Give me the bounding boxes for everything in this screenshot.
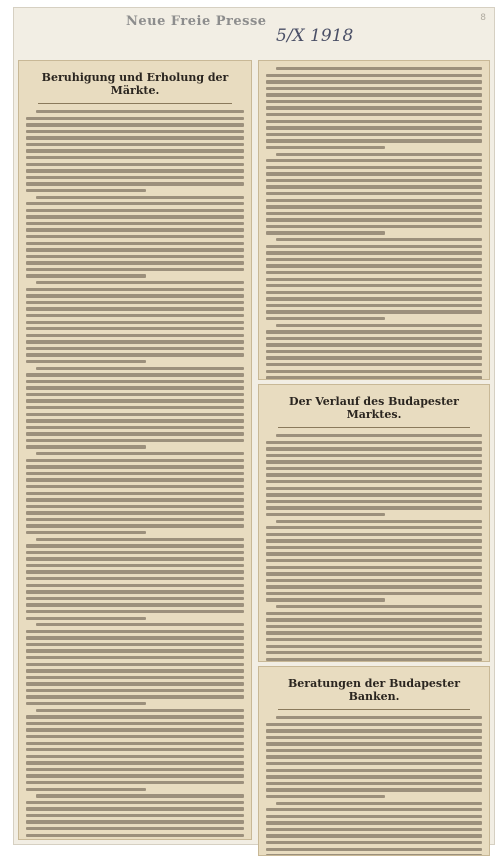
- text-line: [266, 788, 482, 791]
- text-line: [266, 539, 482, 542]
- text-line: [266, 795, 385, 798]
- text-line: [266, 645, 482, 648]
- text-line: [26, 353, 244, 356]
- text-line: [266, 80, 482, 83]
- text-line: [266, 166, 482, 169]
- article-clipping: [18, 60, 252, 840]
- text-line: [266, 330, 482, 333]
- text-line: [266, 736, 482, 739]
- handwritten-date: 5/X 1918: [276, 26, 354, 46]
- text-line: [266, 598, 385, 601]
- text-line: [26, 261, 244, 264]
- text-line: [26, 485, 244, 488]
- text-line: [26, 735, 244, 738]
- text-line: [266, 848, 482, 851]
- text-line: [26, 544, 244, 547]
- text-line: [26, 406, 244, 409]
- text-line: [266, 552, 482, 555]
- text-line: [26, 676, 244, 679]
- text-line: [266, 192, 482, 195]
- text-line: [26, 215, 244, 218]
- text-line: [26, 636, 244, 639]
- text-line: [26, 781, 244, 784]
- text-line: [26, 820, 244, 823]
- text-line: [266, 592, 482, 595]
- text-line: [266, 651, 482, 654]
- article-title: Der Verlauf des Budapester Marktes.: [289, 395, 459, 421]
- text-line: [26, 393, 244, 396]
- text-line: [276, 238, 482, 241]
- text-line: [26, 524, 244, 527]
- text-line: [26, 774, 244, 777]
- title-rule: [278, 427, 470, 428]
- text-line: [266, 742, 482, 745]
- text-line: [26, 551, 244, 554]
- text-line: [266, 487, 482, 490]
- text-line: [26, 445, 146, 448]
- text-line: [26, 222, 244, 225]
- text-line: [266, 218, 482, 221]
- text-line: [266, 113, 482, 116]
- text-line: [26, 202, 244, 205]
- text-line: [266, 370, 482, 373]
- text-line: [26, 347, 244, 350]
- text-line: [266, 467, 482, 470]
- text-line: [26, 169, 244, 172]
- text-line: [266, 618, 482, 621]
- text-line: [26, 590, 244, 593]
- text-line: [266, 513, 385, 516]
- text-line: [26, 386, 244, 389]
- text-line: [26, 360, 146, 363]
- text-line: [266, 500, 482, 503]
- text-line: [26, 189, 146, 192]
- text-line: [26, 577, 244, 580]
- text-line: [266, 828, 482, 831]
- title-rule: [278, 709, 470, 710]
- text-line: [26, 610, 244, 613]
- text-line: [276, 434, 482, 437]
- text-line: [266, 480, 482, 483]
- text-line: [266, 729, 482, 732]
- text-line: [26, 742, 244, 745]
- text-line: [266, 566, 482, 569]
- text-line: [266, 572, 482, 575]
- text-line: [26, 399, 244, 402]
- text-line: [36, 452, 244, 455]
- text-line: [266, 579, 482, 582]
- text-line: [36, 196, 244, 199]
- text-line: [266, 473, 482, 476]
- text-line: [266, 749, 482, 752]
- text-line: [26, 689, 244, 692]
- text-line: [266, 625, 482, 628]
- text-line: [26, 373, 244, 376]
- text-line: [266, 310, 482, 313]
- text-line: [26, 531, 146, 534]
- text-line: [266, 808, 482, 811]
- text-line: [266, 106, 482, 109]
- text-line: [26, 768, 244, 771]
- title-rule: [38, 103, 232, 104]
- text-line: [266, 172, 482, 175]
- text-line: [266, 546, 482, 549]
- text-line: [36, 538, 244, 541]
- text-line: [266, 264, 482, 267]
- text-line: [266, 841, 482, 844]
- text-line: [36, 281, 244, 284]
- text-line: [26, 492, 244, 495]
- text-line: [266, 74, 482, 77]
- text-line: [26, 274, 146, 277]
- text-line: [266, 775, 482, 778]
- article-body: [266, 716, 482, 856]
- text-line: [26, 459, 244, 462]
- text-line: [26, 564, 244, 567]
- text-line: [26, 643, 244, 646]
- text-line: [266, 782, 482, 785]
- article-clipping: [258, 666, 490, 856]
- text-line: [266, 658, 482, 661]
- text-line: [266, 356, 482, 359]
- text-line: [266, 723, 482, 726]
- text-line: [26, 557, 244, 560]
- text-line: [26, 801, 244, 804]
- text-line: [26, 511, 244, 514]
- article-continuation: [258, 60, 490, 380]
- text-line: [266, 363, 482, 366]
- text-line: [26, 117, 244, 120]
- text-line: [266, 100, 482, 103]
- masthead: Neue Freie Presse: [126, 14, 267, 29]
- text-line: [266, 769, 482, 772]
- text-line: [266, 133, 482, 136]
- text-line: [266, 297, 482, 300]
- text-line: [266, 559, 482, 562]
- text-line: [26, 695, 244, 698]
- text-line: [26, 570, 244, 573]
- text-line: [26, 228, 244, 231]
- text-line: [266, 245, 482, 248]
- text-line: [26, 498, 244, 501]
- text-line: [26, 649, 244, 652]
- text-line: [266, 755, 482, 758]
- text-line: [26, 242, 244, 245]
- text-line: [26, 268, 244, 271]
- text-line: [26, 327, 244, 330]
- text-line: [36, 110, 244, 113]
- text-line: [266, 271, 482, 274]
- text-line: [26, 465, 244, 468]
- text-line: [266, 258, 482, 261]
- text-line: [26, 255, 244, 258]
- text-line: [26, 123, 244, 126]
- text-line: [26, 702, 146, 705]
- text-line: [36, 794, 244, 797]
- text-line: [26, 788, 146, 791]
- article-title: Beratungen der Budapester Banken.: [288, 677, 460, 703]
- text-line: [26, 834, 244, 837]
- article-body: [266, 67, 482, 380]
- text-line: [276, 605, 482, 608]
- text-line: [26, 669, 244, 672]
- text-line: [26, 143, 244, 146]
- text-line: [266, 762, 482, 765]
- text-line: [266, 585, 482, 588]
- text-line: [266, 454, 482, 457]
- text-line: [266, 350, 482, 353]
- text-line: [26, 617, 146, 620]
- text-line: [266, 376, 482, 379]
- text-line: [26, 307, 244, 310]
- text-line: [266, 146, 385, 149]
- text-line: [266, 612, 482, 615]
- text-line: [26, 182, 244, 185]
- text-line: [266, 225, 482, 228]
- text-line: [266, 179, 482, 182]
- article-title: Beruhigung und Erholung der Märkte.: [41, 71, 229, 97]
- text-line: [276, 716, 482, 719]
- text-line: [266, 447, 482, 450]
- text-line: [266, 120, 482, 123]
- article-clipping: [258, 384, 490, 662]
- article-body: [26, 110, 244, 840]
- text-line: [276, 153, 482, 156]
- text-line: [26, 432, 244, 435]
- text-line: [26, 419, 244, 422]
- text-line: [276, 67, 482, 70]
- text-line: [266, 493, 482, 496]
- text-line: [26, 439, 244, 442]
- text-line: [266, 212, 482, 215]
- text-line: [26, 156, 244, 159]
- text-line: [266, 343, 482, 346]
- article-body: [266, 434, 482, 662]
- text-line: [266, 460, 482, 463]
- text-line: [26, 630, 244, 633]
- text-line: [266, 638, 482, 641]
- text-line: [266, 834, 482, 837]
- text-line: [266, 185, 482, 188]
- text-line: [26, 603, 244, 606]
- text-line: [26, 715, 244, 718]
- text-line: [26, 136, 244, 139]
- text-line: [26, 380, 244, 383]
- text-line: [26, 597, 244, 600]
- text-line: [266, 506, 482, 509]
- text-line: [26, 728, 244, 731]
- text-line: [266, 284, 482, 287]
- text-line: [266, 278, 482, 281]
- text-line: [266, 815, 482, 818]
- text-line: [26, 248, 244, 251]
- text-line: [266, 304, 482, 307]
- text-line: [36, 367, 244, 370]
- text-line: [26, 761, 244, 764]
- text-line: [266, 199, 482, 202]
- text-line: [266, 159, 482, 162]
- text-line: [26, 314, 244, 317]
- text-line: [266, 126, 482, 129]
- text-line: [266, 87, 482, 90]
- text-line: [266, 93, 482, 96]
- text-line: [26, 682, 244, 685]
- text-line: [26, 755, 244, 758]
- text-line: [266, 231, 385, 234]
- text-line: [26, 301, 244, 304]
- text-line: [26, 413, 244, 416]
- page-mark: 8: [480, 13, 486, 23]
- text-line: [266, 337, 482, 340]
- text-line: [36, 623, 244, 626]
- text-line: [26, 518, 244, 521]
- text-line: [266, 317, 385, 320]
- text-line: [26, 814, 244, 817]
- text-line: [26, 340, 244, 343]
- text-line: [26, 827, 244, 830]
- text-line: [266, 533, 482, 536]
- text-line: [26, 163, 244, 166]
- text-line: [266, 139, 482, 142]
- text-line: [26, 663, 244, 666]
- text-line: [26, 209, 244, 212]
- text-line: [26, 584, 244, 587]
- text-line: [26, 722, 244, 725]
- text-line: [26, 149, 244, 152]
- text-line: [266, 251, 482, 254]
- text-line: [266, 291, 482, 294]
- text-line: [26, 656, 244, 659]
- text-line: [36, 709, 244, 712]
- text-line: [266, 205, 482, 208]
- text-line: [276, 802, 482, 805]
- text-line: [26, 288, 244, 291]
- text-line: [26, 321, 244, 324]
- text-line: [266, 441, 482, 444]
- text-line: [26, 176, 244, 179]
- text-line: [26, 294, 244, 297]
- text-line: [26, 478, 244, 481]
- text-line: [266, 631, 482, 634]
- newspaper-page: [14, 8, 494, 844]
- text-line: [26, 505, 244, 508]
- text-line: [266, 821, 482, 824]
- text-line: [266, 526, 482, 529]
- text-line: [26, 472, 244, 475]
- text-line: [26, 748, 244, 751]
- text-line: [276, 324, 482, 327]
- text-line: [26, 130, 244, 133]
- text-line: [26, 235, 244, 238]
- text-line: [26, 426, 244, 429]
- text-line: [26, 807, 244, 810]
- text-line: [26, 334, 244, 337]
- text-line: [276, 520, 482, 523]
